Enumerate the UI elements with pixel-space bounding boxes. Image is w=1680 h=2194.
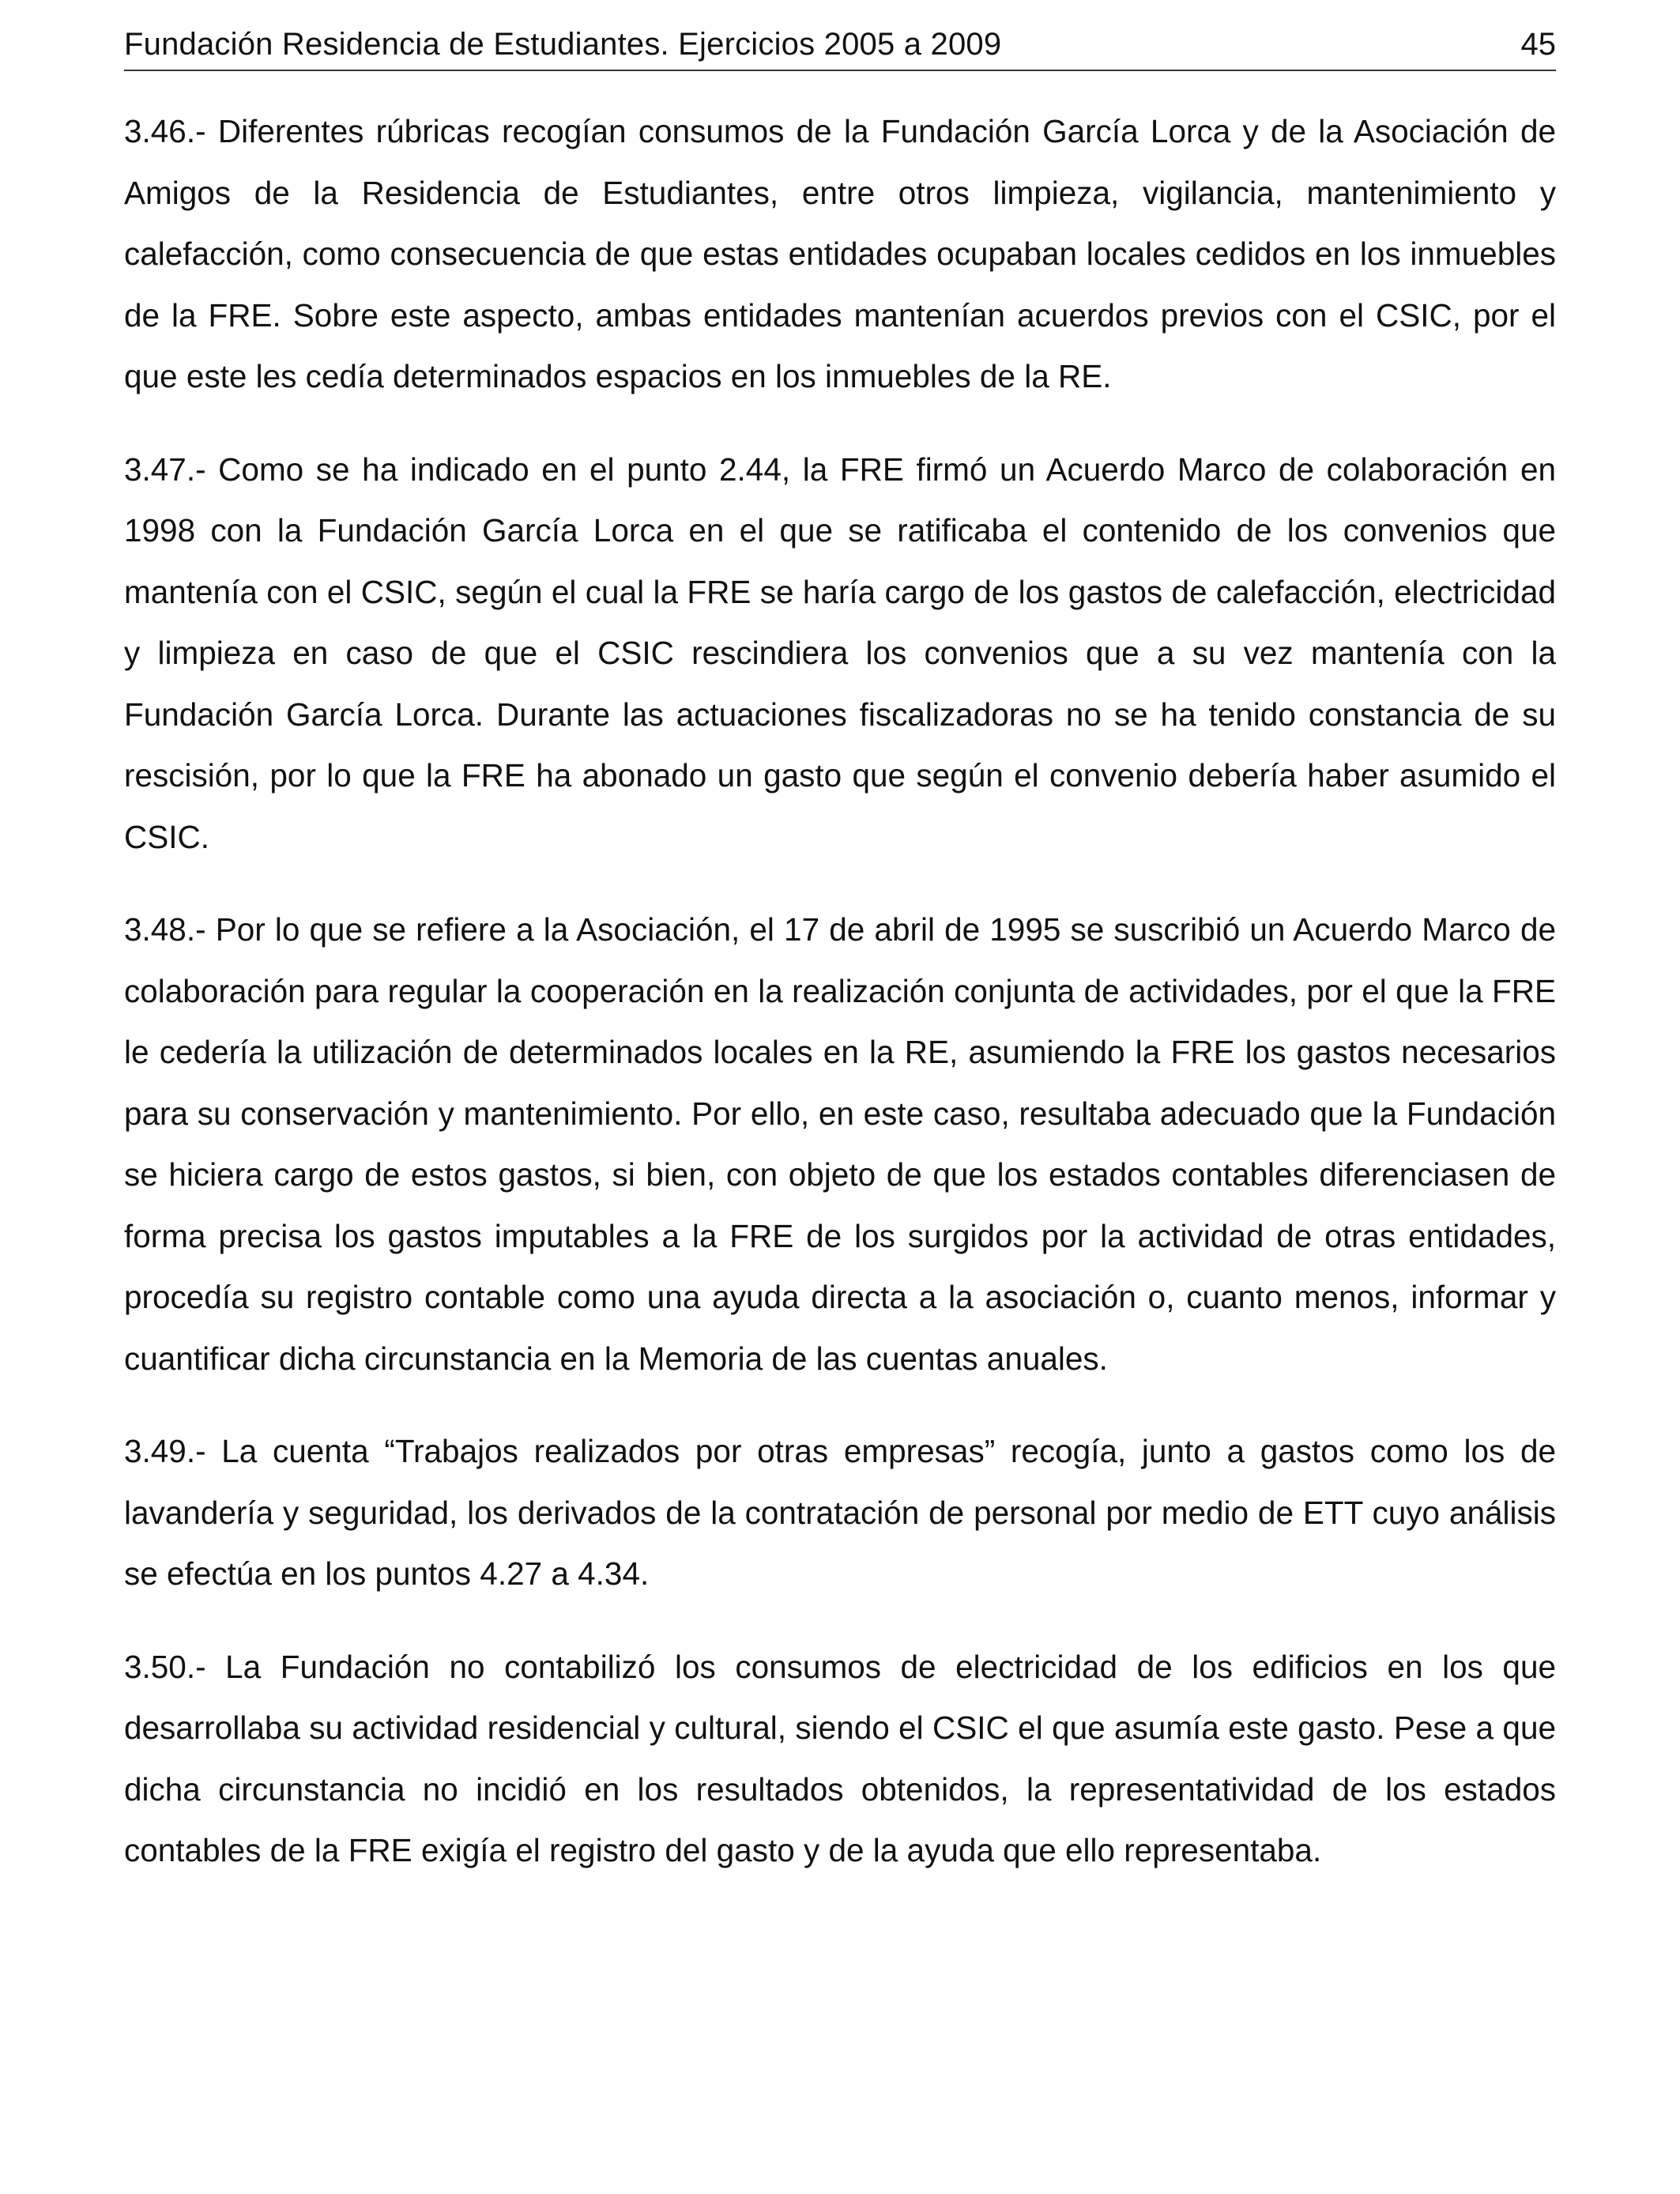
- document-page: [124, 0, 1556, 2194]
- paragraph-3-47: 3.47.- Como se ha indicado en el punto 2.44, la FRE firmó un Acuerdo Marco de colaboración en 1998 con la Fundación García Lorca en el que se ratificaba el contenido de los convenios que mantenía con el CSIC, según el cual la FRE se haría cargo de los gastos de calefacción, electricidad y limpieza en caso de que el CSIC rescindiera los convenios que a su vez mantenía con la Fundación García Lorca. Durante las actuaciones fiscalizadoras no se ha tenido constancia de su rescisión, por lo que la FRE ha abonado un gasto que según el convenio debería haber asumido el CSIC.: [124, 450, 1556, 855]
- paragraph-3-49: 3.49.- La cuenta “Trabajos realizados por otras empresas” recogía, junto a gastos como los de lavandería y seguridad, los derivados de la contratación de personal por medio de ETT cuyo análisis se efectúa en los puntos 4.27 a 4.34.: [124, 1433, 1556, 1592]
- running-header: [124, 24, 1556, 71]
- paragraph-3-50: 3.50.- La Fundación no contabilizó los consumos de electricidad de los edificios en los que desarrollaba su actividad residencial y cultural, siendo el CSIC el que asumía este gasto. Pese a que dicha circunstancia no incidió en los resultados obtenidos, la representatividad de los estados contables de la FRE exigía el registro del gasto y de la ayuda que ello representaba.: [124, 1648, 1556, 1868]
- header-title: Fundación Residencia de Estudiantes. Ejercicios 2005 a 2009: [124, 27, 1002, 62]
- paragraph-3-46: 3.46.- Diferentes rúbricas recogían consumos de la Fundación García Lorca y de la Asociación de Amigos de la Residencia de Estudiantes, entre otros limpieza, vigilancia, mantenimiento y calefacción, como consecuencia de que estas entidades ocupaban locales cedidos en los inmuebles de la FRE. Sobre este aspecto, ambas entidades mantenían acuerdos previos con el CSIC, por el que este les cedía determinados espacios en los inmuebles de la RE.: [124, 113, 1556, 394]
- paragraph-3-48: 3.48.- Por lo que se refiere a la Asociación, el 17 de abril de 1995 se suscribió un Acuerdo Marco de colaboración para regular la cooperación en la realización conjunta de actividades, por el que la FRE le cedería la utilización de determinados locales en la RE, asumiendo la FRE los gastos necesarios para su conservación y mantenimiento. Por ello, en este caso, resultaba adecuado que la Fundación se hiciera cargo de estos gastos, si bien, con objeto de que los estados contables diferenciasen de forma precisa los gastos imputables a la FRE de los surgidos por la actividad de otras entidades, procedía su registro contable como una ayuda directa a la asociación o, cuanto menos, informar y cuantificar dicha circunstancia en la Memoria de las cuentas anuales.: [124, 911, 1556, 1377]
- document-body: [124, 101, 1556, 1913]
- page-number: 45: [1520, 27, 1556, 62]
